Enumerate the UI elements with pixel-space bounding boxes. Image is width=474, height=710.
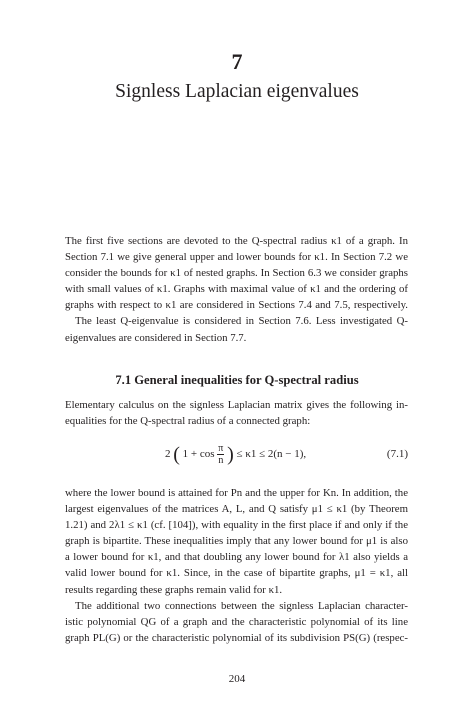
text-line: Elementary calculus on the signless Laplacian matrix gives the following in- — [65, 399, 408, 411]
text-line: with small values of κ1. Graphs with maximal value of κ1 and the ordering of — [65, 283, 408, 296]
text-line: The first five sections are devoted to the Q-spectral radius κ1 of a graph. In — [65, 235, 408, 247]
equation-formula — [165, 442, 306, 466]
text-line: equalities for the Q-spectral radius of a connected graph: — [65, 415, 311, 428]
equation-inner: 1 + cos — [182, 448, 215, 460]
equation — [65, 442, 408, 466]
text-line: Section 7.1 we give general upper and lower bounds for κ1. In Section 7.2 we — [65, 251, 408, 264]
fraction-numerator: π — [218, 442, 224, 454]
body-paragraph — [65, 485, 408, 598]
chapter-number: 7 — [231, 49, 243, 74]
section-intro-paragraph — [65, 397, 408, 429]
text-line: consider the bounds for κ1 of nested graphs. In Section 6.3 we consider graphs — [65, 267, 408, 280]
equation-left: 2 — [165, 448, 171, 460]
text-line: The additional two connections between the signless Laplacian character- — [75, 600, 408, 612]
intro-paragraph — [65, 233, 408, 346]
text-line: The least Q-eigenvalue is considered in Section 7.6. Less investigated Q- — [75, 315, 408, 328]
text-line: eigenvalues are considered in Section 7.7. — [65, 331, 247, 344]
page-number: 204 — [228, 673, 246, 685]
text-line: 1.21) and 2λ1 ≤ κ1 (cf. [104]), with equality in the first place if and only if the — [65, 519, 408, 532]
text-line: valid lower bound for κ1. Since, in the case of bipartite graphs, μ1 = κ1, all — [65, 567, 408, 580]
section-heading: 7.1 General inequalities for Q-spectral radius — [115, 373, 359, 387]
equation-rest: ≤ κ1 ≤ 2(n − 1), — [236, 448, 307, 460]
right-paren: ) — [227, 443, 234, 466]
text-line: graph is bipartite. These inequalities imply that any lower bound for μ1 is also — [65, 535, 408, 548]
left-paren: ( — [173, 443, 180, 466]
chapter-title: Signless Laplacian eigenvalues — [115, 81, 359, 102]
text-line: a lower bound for κ1, and that doubling any lower bound for λ1 also yields a — [65, 551, 408, 564]
text-line: where the lower bound is attained for Pn and the upper for Kn. In addition, the — [65, 487, 408, 499]
equation-number: (7.1) — [386, 448, 408, 460]
text-line: largest eigenvalues of the matrices A, L, and Q satisfy μ1 ≤ κ1 (by Theorem — [65, 503, 408, 516]
body-paragraph — [65, 598, 408, 646]
text-line: istic polynomial QG of a graph and the characteristic polynomial of its line — [65, 616, 408, 629]
fraction-denominator: n — [218, 454, 224, 466]
pi-over-n-fraction — [217, 443, 224, 466]
text-line: graph PL(G) or the characteristic polynomial of its subdivision PS(G) (respec- — [65, 632, 408, 645]
text-line: graphs with respect to κ1 are considered in Sections 7.4 and 7.5, respectively. — [65, 299, 408, 312]
text-line: results regarding these graphs remain valid for κ1. — [65, 583, 283, 596]
